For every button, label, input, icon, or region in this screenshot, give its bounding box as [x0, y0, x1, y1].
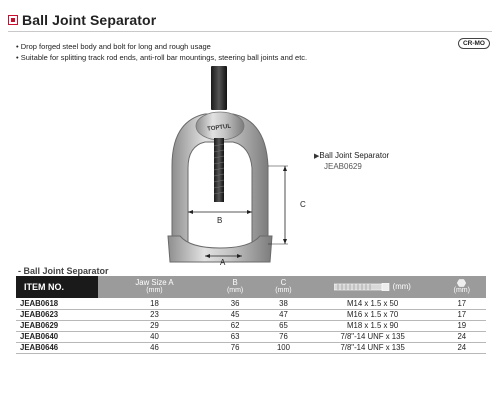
cell-jaw: 40 — [98, 331, 211, 342]
cell-item-no: JEAB0618 — [16, 298, 98, 309]
feature-list — [16, 41, 307, 63]
cell-hex: 17 — [438, 298, 486, 309]
table-row — [16, 309, 486, 320]
hexagon-nut-icon — [457, 279, 466, 287]
product-callout — [314, 151, 389, 172]
bolt-thread-icon — [334, 283, 390, 291]
cell-b: 45 — [211, 309, 259, 320]
cell-c: 38 — [259, 298, 307, 309]
header-b-label: B — [232, 278, 238, 287]
feature-item: • Drop forged steel body and bolt for long and rough usage — [16, 41, 307, 52]
cell-jaw: 23 — [98, 309, 211, 320]
header-b — [211, 276, 259, 298]
callout-name: ▶ Ball Joint Separator — [314, 151, 389, 162]
cell-hex: 24 — [438, 331, 486, 342]
header-c-unit: (mm) — [275, 287, 292, 294]
header-item-no: ITEM NO. — [16, 276, 98, 298]
cell-jaw: 46 — [98, 342, 211, 353]
cell-item-no: JEAB0640 — [16, 331, 98, 342]
header-jaw-size — [98, 276, 211, 298]
callout-code: JEAB0629 — [324, 162, 362, 171]
bolt-head — [211, 66, 227, 110]
spec-table — [16, 276, 486, 354]
cell-hex: 24 — [438, 342, 486, 353]
cell-thread: M18 x 1.5 x 90 — [308, 320, 438, 331]
header-hex-unit: (mm) — [453, 287, 470, 294]
cell-b: 76 — [211, 342, 259, 353]
cell-thread: 7/8"-14 UNF x 135 — [308, 342, 438, 353]
table-caption: - Ball Joint Separator — [18, 266, 109, 276]
cell-c: 76 — [259, 331, 307, 342]
header-thread — [308, 276, 438, 298]
cell-b: 63 — [211, 331, 259, 342]
cell-c: 100 — [259, 342, 307, 353]
cell-b: 36 — [211, 298, 259, 309]
dimension-a-label: A — [220, 258, 226, 266]
table-row — [16, 331, 486, 342]
page-title: Ball Joint Separator — [22, 12, 157, 28]
table-row — [16, 298, 486, 309]
cell-c: 65 — [259, 320, 307, 331]
cell-c: 47 — [259, 309, 307, 320]
brand-logo: TOPTUL — [206, 123, 232, 133]
table-header-row — [16, 276, 486, 298]
cell-thread: M16 x 1.5 x 70 — [308, 309, 438, 320]
cell-item-no: JEAB0623 — [16, 309, 98, 320]
cell-thread: 7/8"-14 UNF x 135 — [308, 331, 438, 342]
product-figure — [150, 66, 315, 266]
cell-hex: 19 — [438, 320, 486, 331]
cell-jaw: 29 — [98, 320, 211, 331]
header-jaw-label: Jaw Size A — [135, 278, 174, 287]
dimension-b-label: B — [217, 216, 223, 225]
title-divider — [8, 31, 492, 32]
dimension-c-label: C — [300, 200, 306, 209]
cell-b: 62 — [211, 320, 259, 331]
header-b-unit: (mm) — [226, 287, 244, 294]
table-row — [16, 342, 486, 353]
section-marker-icon — [8, 15, 18, 25]
header-c — [259, 276, 307, 298]
header-jaw-unit: (mm) — [146, 287, 163, 294]
cell-item-no: JEAB0646 — [16, 342, 98, 353]
material-badge: CR-MO — [458, 38, 490, 49]
header-hex — [438, 276, 486, 298]
header-c-label: C — [280, 278, 287, 287]
table-row — [16, 320, 486, 331]
cell-jaw: 18 — [98, 298, 211, 309]
title-row — [8, 12, 156, 28]
cell-item-no: JEAB0629 — [16, 320, 98, 331]
cell-thread: M14 x 1.5 x 50 — [308, 298, 438, 309]
header-thread-unit: (mm) — [392, 282, 411, 292]
feature-item: • Suitable for splitting track rod ends, anti-roll bar mountings, steering ball joints and etc. — [16, 52, 307, 63]
cell-hex: 17 — [438, 309, 486, 320]
